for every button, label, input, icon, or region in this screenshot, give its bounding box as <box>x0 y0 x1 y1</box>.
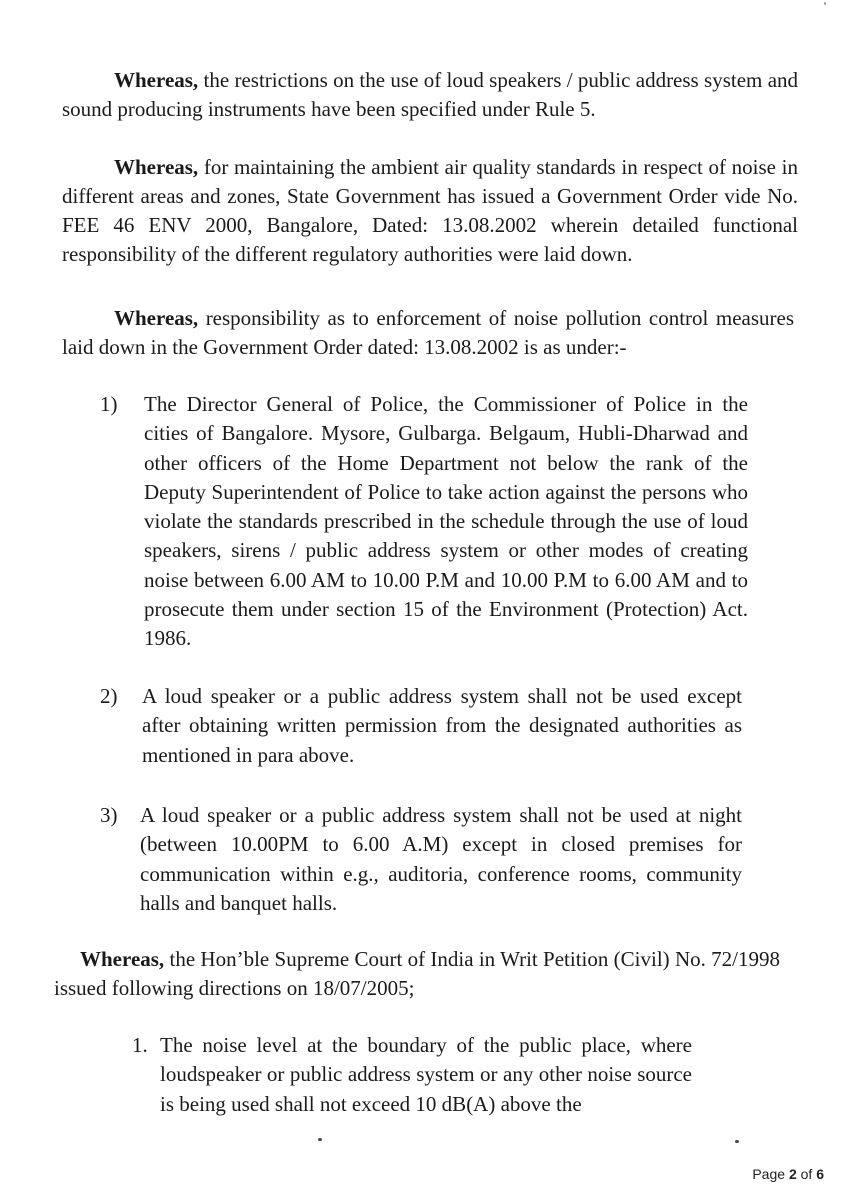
page-number-total: 6 <box>816 1166 824 1182</box>
list-item-number: 3) <box>100 803 118 827</box>
scan-speck <box>318 1138 322 1141</box>
paragraph-supreme-court <box>54 945 780 1003</box>
list-item-number: 1) <box>100 392 118 416</box>
paragraph-text: responsibility as to enforcement of noise pollution control measures laid down in the Government Order dated: 13.08.2002 is as under:- <box>62 306 795 359</box>
paragraph-government-order <box>62 153 798 269</box>
paragraph-lead: Whereas, <box>114 306 199 330</box>
paragraph-lead: Whereas, <box>114 68 199 92</box>
paragraph-text: the restrictions on the use of loud speakers / public address system and sound producing instruments have been specified under Rule 5. <box>62 68 799 121</box>
list-item: A loud speaker or a public address system shall not be used except after obtaining written permission from the designated authorities as mentioned in para above. <box>142 684 742 767</box>
paragraph-text: the Hon’ble Supreme Court of India in Writ Petition (Civil) No. 72/1998 issued following directions on 18/07/2005; <box>54 947 780 1000</box>
paragraph-lead: Whereas, <box>114 155 199 179</box>
paragraph-enforcement <box>62 304 794 362</box>
list-item: The Director General of Police, the Commissioner of Police in the cities of Bangalore. Mysore, Gulbarga. Belgaum, Hubli-Dharwad and other officers of the Home Department not below the rank of the Deputy Superintendent of Police to take action against the persons who violate the standards prescribed in the schedule through the use of loud speakers, sirens / public address system or other modes of creating noise between 6.00 AM to 10.00 P.M and 10.00 P.M to 6.00 AM and to prosecute them under section 15 of the Environment (Protection) Act. 1986. <box>144 392 748 651</box>
scan-speck <box>824 2 826 5</box>
page-number <box>752 1166 824 1182</box>
page-number-sep: of <box>800 1166 813 1182</box>
page-number-current: 2 <box>788 1166 797 1182</box>
page-number-prefix: Page <box>752 1166 786 1182</box>
paragraph-text: for maintaining the ambient air quality standards in respect of noise in different areas and zones, State Government has issued a Government Order vide No. FEE 46 ENV 2000, Bangalore, Dated: 13.08.2002 wherein detailed functional responsibility of the different regulatory authorities were laid down. <box>62 155 799 266</box>
list-item: A loud speaker or a public address system shall not be used at night (between 10.00PM to 6.00 A.M) except in closed premises for communication within e.g., auditoria, conference rooms, community halls and banquet halls. <box>140 803 742 915</box>
paragraph-lead: Whereas, <box>80 947 165 971</box>
list-item: The noise level at the boundary of the public place, where loudspeaker or public address system or any other noise source is being used shall not exceed 10 dB(A) above the <box>160 1033 692 1116</box>
list-item-number: 1. <box>132 1033 148 1057</box>
list-item-number: 2) <box>100 684 118 708</box>
paragraph-rule-5 <box>62 66 798 124</box>
scan-speck <box>735 1140 739 1143</box>
